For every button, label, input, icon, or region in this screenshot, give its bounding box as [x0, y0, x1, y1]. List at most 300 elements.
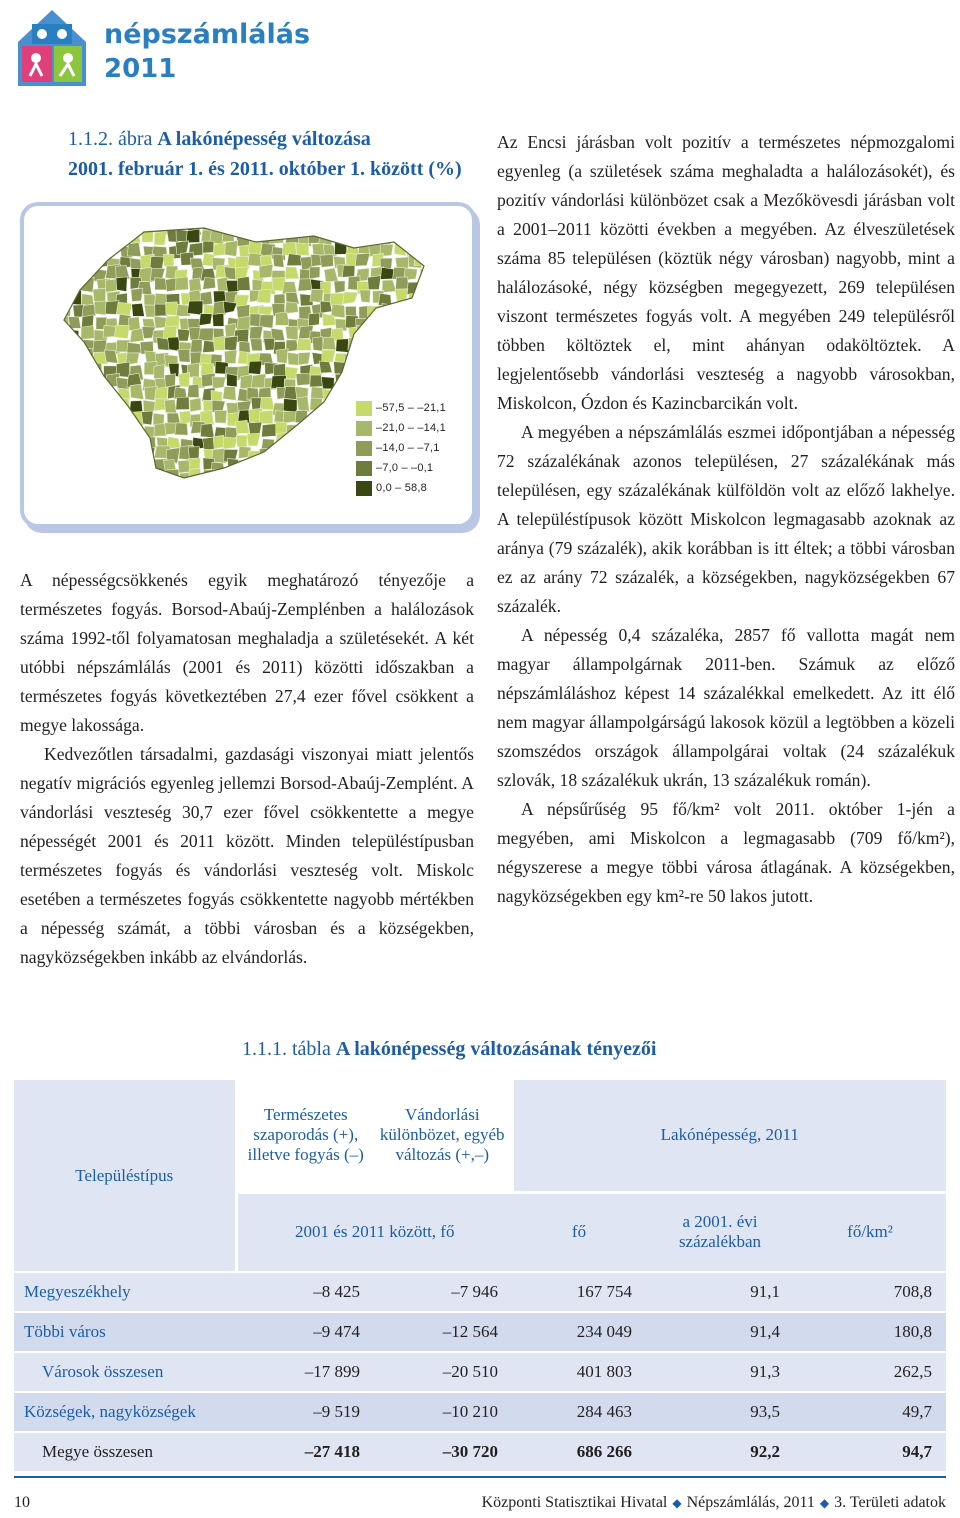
- map-region: [298, 473, 311, 485]
- map-region: [307, 469, 322, 481]
- map-region: [55, 447, 66, 460]
- map-region: [311, 387, 325, 399]
- footer-divider: [14, 1476, 946, 1478]
- cell-pct: 91,3: [646, 1352, 794, 1392]
- map-region: [57, 402, 70, 414]
- body-paragraph: Kedvezőtlen társadalmi, gazdasági viszonyai miatt jelentős negatív migrációs egyenleg jellemzi Borsod-Abaúj-Zemplént. A vándorlási veszteség 30,7 ezer fővel csökkentette a megye népességét 2001 és 2011 között. Minden településtípusban természetes fogyás és vándorlási veszteség volt. Miskolc esetében a természetes fogyás csökkentette nagyobb mértékben a népesség számát, a többi városban és a községekben, nagyközségekben inkább az elvándorlás.: [20, 744, 474, 967]
- map-region: [329, 293, 344, 305]
- map-region: [431, 327, 442, 342]
- map-region: [223, 437, 237, 449]
- map-region: [415, 349, 427, 363]
- map-region: [247, 451, 261, 463]
- diamond-icon: ◆: [819, 1496, 830, 1510]
- map-region: [187, 384, 199, 397]
- map-region: [382, 218, 397, 231]
- map-region: [54, 365, 68, 378]
- map-region: [259, 264, 273, 278]
- map-region: [68, 366, 82, 378]
- map-region: [259, 410, 272, 423]
- map-region: [102, 242, 115, 254]
- cell-fo: 167 754: [512, 1272, 646, 1312]
- footer-series: Népszámlálás, 2011: [686, 1494, 815, 1511]
- map-region: [372, 326, 385, 339]
- map-region: [130, 328, 144, 342]
- map-region: [96, 469, 110, 481]
- map-region: [420, 279, 432, 292]
- map-region: [301, 436, 312, 451]
- logo-title: népszámlálás: [104, 19, 311, 50]
- map-region: [225, 323, 236, 337]
- map-region: [383, 384, 396, 399]
- map-region: [58, 390, 71, 403]
- census-logo: [12, 6, 312, 90]
- map-region: [407, 304, 419, 318]
- map-region: [324, 268, 338, 282]
- map-region: [249, 485, 263, 497]
- map-region: [93, 461, 107, 473]
- map-region: [120, 450, 132, 462]
- map-region: [115, 421, 129, 433]
- table-title: A lakónépesség változásának tényezői: [335, 1038, 657, 1060]
- legend-label: 0,0 – 58,8: [376, 482, 427, 494]
- cell-migration: –20 510: [374, 1352, 512, 1392]
- legend-swatch: [356, 481, 372, 496]
- map-region: [57, 437, 70, 449]
- row-label: Megyeszékhely: [14, 1272, 236, 1312]
- cell-pct: 91,4: [646, 1312, 794, 1352]
- map-region: [379, 350, 393, 362]
- map-region: [284, 458, 295, 472]
- map-region: [394, 352, 407, 365]
- map-region: [70, 459, 85, 473]
- map-region: [276, 312, 290, 325]
- map-region: [298, 352, 310, 365]
- map-region: [417, 338, 430, 353]
- map-region: [334, 424, 349, 437]
- map-region: [368, 221, 379, 235]
- map-region: [309, 267, 320, 279]
- map-region: [69, 385, 82, 398]
- cell-natural: –27 418: [236, 1432, 374, 1471]
- map-region: [165, 423, 177, 435]
- map-region: [239, 475, 253, 487]
- map-region: [417, 373, 430, 385]
- header-population: Lakónépesség, 2011: [512, 1080, 946, 1192]
- map-region: [283, 411, 297, 423]
- map-region: [282, 242, 296, 255]
- header-natural: Természetes szaporodás (+), illetve fogyás (–): [236, 1080, 374, 1192]
- map-region: [417, 326, 431, 339]
- map-region: [84, 257, 95, 269]
- map-region: [238, 483, 250, 497]
- map-region: [199, 314, 212, 326]
- map-region: [210, 218, 224, 231]
- map-legend: [356, 398, 466, 498]
- legend-swatch: [356, 441, 372, 456]
- map-region: [415, 318, 428, 332]
- census-logo-icon: [12, 6, 96, 90]
- map-region: [261, 219, 273, 232]
- map-region: [276, 349, 288, 364]
- map-region: [154, 364, 165, 378]
- map-region: [57, 414, 69, 426]
- map-region: [237, 316, 250, 330]
- map-region: [367, 361, 381, 374]
- map-region: [262, 459, 275, 473]
- map-region: [322, 480, 332, 493]
- map-region: [286, 425, 301, 437]
- map-region: [57, 245, 69, 257]
- legend-label: –7,0 – –0,1: [376, 462, 434, 474]
- map-region: [176, 277, 189, 290]
- body-paragraph: A népesség 0,4 százaléka, 2857 fő vallotta magát nem magyar állampolgárnak 2011-ben. Számuk az előző népszámláláshoz képest 14 százalékkal emelkedett. Az itt élő nem magyar állampolgárságú lakosok közül a legtöbben a közeli szomszédos országok állampolgárai voltak (24 százalékuk szlovák, 18 százalékuk ukrán, 13 százalékuk román).: [497, 625, 955, 790]
- map-region: [296, 374, 310, 386]
- table-caption: [242, 1038, 842, 1061]
- map-region: [251, 216, 264, 230]
- header-settlement-type: Településtípus: [14, 1080, 236, 1272]
- map-figure: [20, 202, 476, 528]
- map-region: [358, 339, 372, 351]
- map-region: [94, 426, 107, 438]
- map-region: [91, 486, 103, 500]
- map-region: [298, 220, 311, 232]
- map-region: [68, 401, 82, 413]
- map-region: [331, 470, 345, 484]
- map-region: [118, 458, 131, 470]
- map-region: [310, 458, 323, 472]
- cell-fo: 284 463: [512, 1392, 646, 1432]
- map-region: [116, 469, 131, 481]
- map-region: [82, 460, 95, 472]
- header-period: 2001 és 2011 között, fő: [236, 1192, 512, 1272]
- map-region: [286, 472, 299, 484]
- body-paragraph: A népsűrűség 95 fő/km² volt 2011. október 1-jén a megyében, ami Miskolcon a legmagasabb (709 fő/km²), négyszerese a megye többi városa átlagának. A községekben, nagyközségekben egy km²-re 50 lakos jutott.: [497, 799, 955, 906]
- map-region: [403, 352, 417, 365]
- map-region: [121, 486, 133, 500]
- map-region: [178, 349, 190, 362]
- map-region: [117, 219, 128, 233]
- header-migration: Vándorlási különbözet, egyéb változás (+,–): [374, 1080, 512, 1192]
- map-region: [284, 219, 296, 231]
- legend-label: –21,0 – –14,1: [376, 422, 446, 434]
- map-region: [392, 340, 403, 355]
- map-region: [69, 230, 83, 244]
- legend-swatch: [356, 461, 372, 476]
- legend-item: [356, 398, 466, 418]
- map-region: [200, 424, 214, 438]
- map-region: [72, 351, 86, 363]
- map-region: [378, 293, 391, 305]
- table-row: [14, 1352, 946, 1392]
- map-region: [359, 377, 371, 390]
- map-region: [223, 301, 237, 313]
- map-region: [344, 376, 356, 388]
- diamond-icon: ◆: [672, 1496, 682, 1510]
- map-region: [312, 337, 323, 352]
- map-region: [70, 266, 84, 278]
- map-region: [343, 219, 356, 231]
- cell-migration: –10 210: [374, 1392, 512, 1432]
- map-region: [103, 461, 117, 475]
- map-region: [322, 350, 336, 362]
- map-region: [274, 450, 289, 462]
- map-region: [392, 219, 405, 231]
- map-region: [360, 290, 371, 303]
- map-region: [310, 222, 324, 235]
- cell-natural: –8 425: [236, 1272, 374, 1312]
- map-region: [334, 400, 346, 413]
- map-region: [322, 471, 336, 483]
- map-region: [55, 378, 65, 390]
- map-region: [212, 313, 223, 326]
- map-region: [107, 230, 119, 245]
- map-region: [395, 231, 410, 243]
- map-region: [298, 422, 311, 436]
- map-region: [80, 361, 93, 373]
- map-region: [322, 411, 336, 424]
- row-label: Városok összesen: [14, 1352, 236, 1392]
- map-region: [383, 364, 397, 377]
- map-region: [57, 279, 71, 293]
- map-region: [296, 480, 307, 494]
- legend-item: [356, 458, 466, 478]
- map-region: [94, 388, 108, 401]
- map-region: [285, 231, 299, 243]
- map-region: [176, 397, 190, 410]
- map-region: [68, 256, 82, 271]
- map-region: [419, 245, 432, 258]
- map-region: [83, 434, 95, 447]
- map-region: [179, 411, 191, 424]
- map-region: [66, 329, 78, 343]
- map-region: [81, 400, 94, 413]
- cell-natural: –9 474: [236, 1312, 374, 1352]
- map-region: [356, 325, 370, 337]
- map-region: [55, 303, 70, 317]
- row-label: Községek, nagyközségek: [14, 1392, 236, 1432]
- map-region: [404, 330, 417, 342]
- logo-year: 2011: [104, 54, 177, 84]
- map-region: [69, 437, 82, 449]
- row-label: Többi város: [14, 1312, 236, 1352]
- map-region: [69, 451, 82, 463]
- map-region: [55, 484, 67, 496]
- map-region: [359, 363, 372, 377]
- map-region: [379, 337, 393, 350]
- map-region: [417, 361, 430, 374]
- map-region: [237, 276, 250, 290]
- map-region: [92, 242, 103, 254]
- cell-migration: –12 564: [374, 1312, 512, 1352]
- map-region: [321, 434, 335, 448]
- map-region: [71, 473, 82, 485]
- map-region: [432, 292, 443, 306]
- map-region: [312, 426, 323, 439]
- map-region: [56, 350, 69, 363]
- map-region: [236, 420, 250, 433]
- map-region: [139, 219, 153, 231]
- cell-density: 180,8: [794, 1312, 946, 1352]
- map-region: [187, 301, 203, 315]
- cell-pct: 91,1: [646, 1272, 794, 1312]
- cell-density: 94,7: [794, 1432, 946, 1471]
- map-region: [309, 480, 323, 493]
- map-region: [250, 326, 263, 339]
- map-region: [334, 462, 348, 475]
- cell-migration: –30 720: [374, 1432, 512, 1471]
- map-region: [309, 415, 321, 428]
- map-region: [334, 389, 348, 401]
- map-region: [418, 230, 432, 243]
- table-row: [14, 1272, 946, 1312]
- map-region: [178, 217, 189, 230]
- map-region: [320, 301, 332, 313]
- map-region: [114, 325, 129, 338]
- map-region: [78, 424, 93, 436]
- map-region: [325, 460, 336, 474]
- map-region: [164, 400, 176, 413]
- map-region: [320, 451, 331, 463]
- map-region: [257, 289, 271, 303]
- map-region: [369, 337, 381, 349]
- map-region: [236, 435, 247, 447]
- map-region: [429, 242, 441, 254]
- figure-caption: [68, 124, 468, 184]
- footer-publisher: Központi Statisztikai Hivatal: [481, 1494, 668, 1511]
- right-column: [497, 128, 955, 911]
- map-region: [224, 350, 236, 364]
- table-row: [14, 1312, 946, 1352]
- map-region: [322, 223, 335, 235]
- map-region: [247, 433, 260, 446]
- map-region: [127, 242, 141, 256]
- map-region: [262, 471, 276, 486]
- map-region: [224, 215, 236, 230]
- map-region: [56, 290, 67, 304]
- map-region: [433, 228, 446, 243]
- map-region: [431, 364, 444, 377]
- figure-subtitle: 2001. február 1. és 2011. október 1. között (%): [68, 158, 462, 180]
- cell-density: 708,8: [794, 1272, 946, 1312]
- map-region: [132, 446, 145, 458]
- map-region: [297, 461, 313, 473]
- map-region: [103, 482, 116, 494]
- map-region: [60, 460, 74, 473]
- map-region: [295, 410, 307, 422]
- map-region: [432, 385, 446, 397]
- map-region: [344, 235, 357, 247]
- map-region: [118, 435, 130, 447]
- map-region: [130, 460, 143, 472]
- map-region: [331, 481, 342, 495]
- legend-label: –14,0 – –7,1: [376, 442, 440, 454]
- map-region: [131, 288, 143, 301]
- header-fo: fő: [512, 1192, 646, 1272]
- map-region: [416, 304, 430, 318]
- map-region: [80, 233, 95, 245]
- map-region: [129, 471, 140, 485]
- legend-item: [356, 418, 466, 438]
- map-region: [69, 425, 80, 438]
- map-region: [227, 485, 241, 497]
- map-region: [93, 436, 107, 450]
- map-region: [430, 316, 444, 330]
- map-region: [274, 220, 287, 234]
- cell-fo: 234 049: [512, 1312, 646, 1352]
- map-region: [105, 279, 117, 292]
- map-region: [103, 445, 118, 458]
- map-region: [391, 328, 404, 341]
- map-region: [283, 399, 297, 413]
- map-region: [91, 448, 104, 462]
- map-region: [415, 219, 429, 233]
- map-region: [213, 336, 225, 350]
- map-region: [286, 482, 299, 496]
- map-region: [273, 473, 286, 486]
- header-pct: a 2001. évi százalékban: [646, 1192, 794, 1272]
- table-row-total: [14, 1432, 946, 1471]
- map-region: [103, 398, 118, 412]
- map-region: [394, 376, 408, 388]
- map-region: [154, 473, 167, 488]
- map-region: [380, 327, 395, 340]
- map-region: [130, 219, 143, 231]
- map-region: [57, 337, 72, 350]
- map-region: [225, 241, 238, 257]
- map-region: [106, 436, 121, 451]
- map-region: [104, 413, 118, 426]
- map-region: [343, 292, 358, 304]
- map-region: [249, 458, 262, 471]
- map-region: [383, 374, 396, 387]
- map-region: [394, 361, 406, 373]
- legend-item: [356, 438, 466, 458]
- map-region: [404, 366, 417, 379]
- cell-density: 262,5: [794, 1352, 946, 1392]
- figure-title: A lakónépesség változása: [157, 128, 371, 150]
- map-region: [405, 219, 419, 233]
- map-region: [175, 423, 188, 436]
- cell-pct: 92,2: [646, 1432, 794, 1471]
- map-region: [116, 302, 132, 315]
- map-region: [431, 220, 445, 234]
- cell-natural: –17 899: [236, 1352, 374, 1392]
- map-region: [130, 432, 143, 446]
- cell-fo: 686 266: [512, 1432, 646, 1471]
- map-region: [165, 374, 176, 387]
- map-region: [409, 341, 422, 355]
- map-region: [432, 257, 444, 269]
- map-region: [190, 340, 202, 353]
- map-region: [331, 436, 347, 449]
- map-region: [227, 374, 237, 387]
- map-region: [130, 426, 143, 438]
- map-region: [429, 266, 442, 278]
- map-region: [212, 377, 226, 389]
- map-region: [368, 276, 381, 290]
- map-region: [336, 339, 349, 353]
- map-region: [405, 234, 420, 248]
- map-region: [429, 375, 441, 388]
- map-region: [237, 217, 249, 229]
- map-region: [81, 326, 95, 340]
- cell-migration: –7 946: [374, 1272, 512, 1312]
- legend-swatch: [356, 401, 372, 416]
- map-region: [367, 350, 381, 362]
- map-region: [71, 411, 84, 424]
- map-region: [393, 303, 407, 315]
- map-region: [107, 423, 121, 435]
